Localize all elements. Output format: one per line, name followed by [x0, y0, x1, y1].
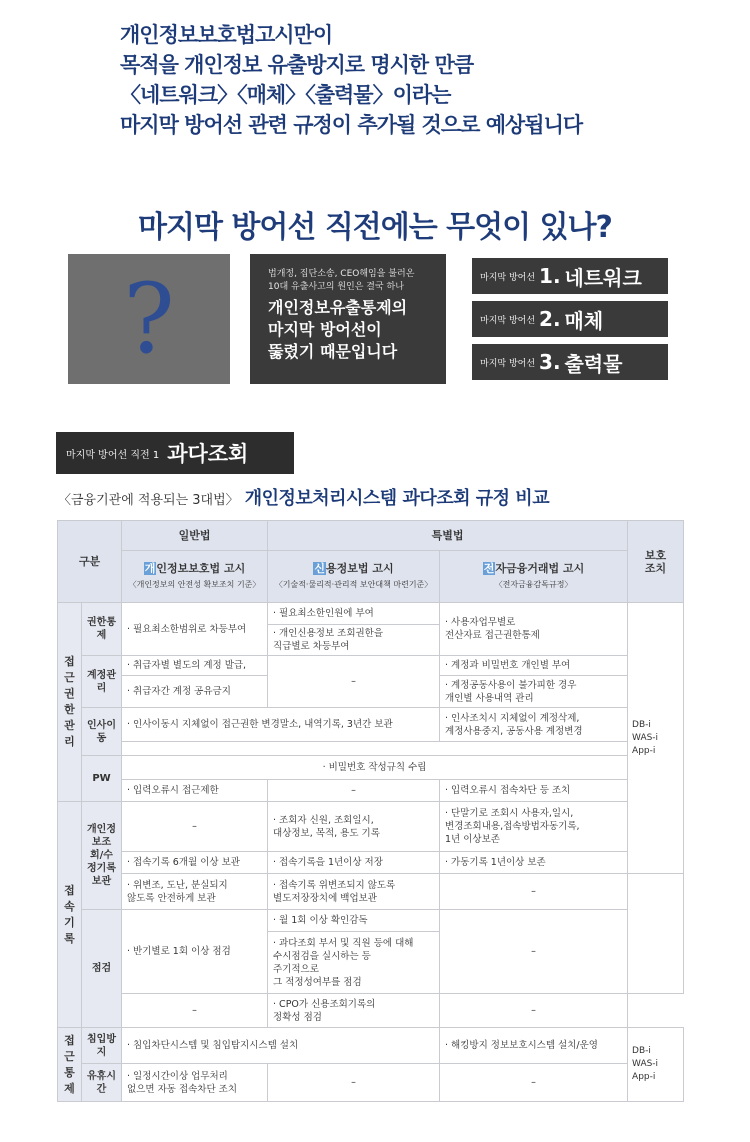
- cell: · 취급자별 별도의 계정 발급,: [122, 656, 268, 676]
- defense-number: 3.: [539, 350, 561, 374]
- cell: · 비밀번호 작성규칙 수립: [122, 756, 628, 780]
- defense-line-3: [472, 344, 668, 380]
- cell: –: [268, 656, 440, 708]
- cell: –: [122, 802, 268, 852]
- comparison-title-pre: 〈금융기관에 적용되는 3대법〉: [58, 493, 239, 508]
- cell: –: [440, 994, 628, 1028]
- cell: · CPO가 신용조회기록의 정확성 점검: [268, 994, 440, 1028]
- defense-number: 1.: [539, 264, 561, 288]
- row-label-idle: 유휴시간: [82, 1064, 122, 1102]
- cell: · 가동기록 1년이상 보존: [440, 852, 628, 874]
- cell: –: [440, 910, 628, 994]
- section-tag: [56, 432, 294, 474]
- category-access-rights: 접근권한관리: [58, 603, 82, 802]
- defense-name: 네트워크: [564, 265, 642, 290]
- cell: · 위변조, 도난, 분실되지 않도록 안전하게 보관: [122, 874, 268, 910]
- row-label-personnel: 인사이동: [82, 708, 122, 756]
- intro-line: 〈네트워크〉〈매체〉〈출력물〉이라는: [120, 83, 451, 107]
- defense-name: 출력물: [564, 351, 623, 376]
- defense-name: 매체: [564, 308, 604, 333]
- cell: · 조회자 신원, 조회일시, 대상정보, 목적, 용도 기록: [268, 802, 440, 852]
- header-division: 구분: [58, 521, 122, 603]
- reason-big-line: 개인정보유출통제의: [268, 298, 408, 317]
- cell: · 입력오류시 접속차단 등 조치: [440, 780, 628, 802]
- header-law-efinance: [440, 551, 628, 603]
- cell: · 해킹방지 정보보호시스템 설치/운영: [440, 1028, 628, 1064]
- reason-box: [250, 254, 446, 384]
- row-label-inspection: 점검: [82, 910, 122, 1028]
- protection-measure: DB-i WAS-i App-i: [628, 603, 684, 874]
- law-name: 인정보보호법 고시: [156, 562, 246, 575]
- defense-line-2: [472, 301, 668, 337]
- intro-text: [120, 20, 720, 140]
- question-mark-icon: ?: [123, 263, 175, 375]
- header-general-law: 일반법: [122, 521, 268, 551]
- cell: –: [122, 994, 268, 1028]
- comparison-table: [57, 520, 684, 1102]
- cell: · 계정과 비밀번호 개인별 부여: [440, 656, 628, 676]
- row-label-password: PW: [82, 756, 122, 802]
- intro-line: 마지막 방어선 관련 규정이 추가될 것으로 예상됩니다: [120, 113, 583, 137]
- category-access-control: 접근통제: [58, 1028, 82, 1102]
- defense-prefix: 마지막 방어선: [480, 315, 536, 326]
- reason-small-line: 10대 유출사고의 원인은 결국 하나: [268, 282, 404, 292]
- category-access-log: 접속기록: [58, 802, 82, 1028]
- protection-measure: DB-i WAS-i App-i: [628, 1028, 684, 1102]
- cell: –: [268, 780, 440, 802]
- header-law-credit: [268, 551, 440, 603]
- row-label-view-log: 개인정보조회/수정기록보관: [82, 802, 122, 910]
- cell: · 필요최소한범위로 차등부여: [122, 603, 268, 656]
- defense-line-1: [472, 258, 668, 294]
- row-label-auth: 권한통제: [82, 603, 122, 656]
- cell: · 월 1회 이상 확인감독: [268, 910, 440, 932]
- cell: · 일정시간이상 업무처리 없으면 자동 접속차단 조치: [122, 1064, 268, 1102]
- law-initial: 신: [314, 562, 326, 575]
- headline: 마지막 방어선 직전에는 무엇이 있나?: [138, 210, 612, 245]
- cell: · 개인신용정보 조회권한을 직급별로 차등부여: [268, 625, 440, 656]
- reason-big-line: 마지막 방어선이: [268, 320, 382, 339]
- row-label-intrusion: 침입방지: [82, 1028, 122, 1064]
- defense-number: 2.: [539, 307, 561, 331]
- section-tag-title: 과다조회: [167, 442, 249, 466]
- cell: · 침입차단시스템 및 침입탐지시스템 설치: [122, 1028, 440, 1064]
- intro-line: 목적을 개인정보 유출방지로 명시한 만큼: [120, 53, 474, 77]
- cell: · 과다조회 부서 및 직원 등에 대해 수시점검을 실시하는 등 주기적으로 그 적정성여부를 점검: [268, 932, 440, 994]
- cell: · 접속기록 6개월 이상 보관: [122, 852, 268, 874]
- cell: · 사용자업무별로 전산자료 접근권한통제: [440, 603, 628, 656]
- reason-big-line: 뚫렸기 때문입니다: [268, 342, 398, 361]
- cell: · 필요최소한인원에 부여: [268, 603, 440, 625]
- cell: · 단말기로 조회시 사용자,일시, 변경조회내용,접속방법자동기록, 1년 이상보존: [440, 802, 628, 852]
- header-law-privacy: [122, 551, 268, 603]
- question-image: [68, 254, 230, 384]
- cell: · 접속기록 위변조되지 않도록 별도저장장치에 백업보관: [268, 874, 440, 910]
- law-initial: 개: [144, 562, 156, 575]
- comparison-title-main: 개인정보처리시스템 과다조회 규정 비교: [244, 488, 550, 509]
- comparison-title: [58, 484, 698, 510]
- cell: · 반기별로 1회 이상 점검: [122, 910, 268, 994]
- header-special-law: 특별법: [268, 521, 628, 551]
- row-label-account: 계정관리: [82, 656, 122, 708]
- law-name: 자금융거래법 고시: [495, 562, 585, 575]
- cell: · 접속기록을 1년이상 저장: [268, 852, 440, 874]
- law-initial: 전: [483, 562, 495, 575]
- header-protection: 보호조치: [628, 521, 684, 603]
- law-subtitle: 〈전자금융감독규정〉: [494, 580, 573, 589]
- protection-empty: [628, 874, 684, 994]
- cell: · 인사이동시 지체없이 접근권한 변경말소, 내역기록, 3년간 보관: [122, 708, 440, 742]
- law-subtitle: 〈기술적·물리적·관리적 보안대책 마련기준〉: [274, 580, 433, 589]
- cell: · 인사조치시 지체없이 계정삭제, 계정사용중지, 공동사용 계정변경: [440, 708, 628, 742]
- law-subtitle: 〈개인정보의 안전성 확보조치 기준〉: [128, 580, 261, 589]
- reason-small-line: 법개정, 집단소송, CEO해임을 불러온: [268, 269, 415, 279]
- cell: · 입력오류시 접근제한: [122, 780, 268, 802]
- defense-prefix: 마지막 방어선: [480, 358, 536, 369]
- cell: –: [268, 1064, 440, 1102]
- section-tag-prefix: 마지막 방어선 직전 1: [66, 449, 160, 461]
- cell: · 계정공동사용이 불가피한 경우 개인별 사용내역 관리: [440, 676, 628, 708]
- cell: · 취급자간 계정 공유금지: [122, 676, 268, 708]
- cell: –: [440, 874, 628, 910]
- cell: –: [440, 1064, 628, 1102]
- intro-line: 개인정보보호법고시만이: [120, 23, 333, 47]
- law-name: 용정보법 고시: [326, 562, 394, 575]
- defense-prefix: 마지막 방어선: [480, 272, 536, 283]
